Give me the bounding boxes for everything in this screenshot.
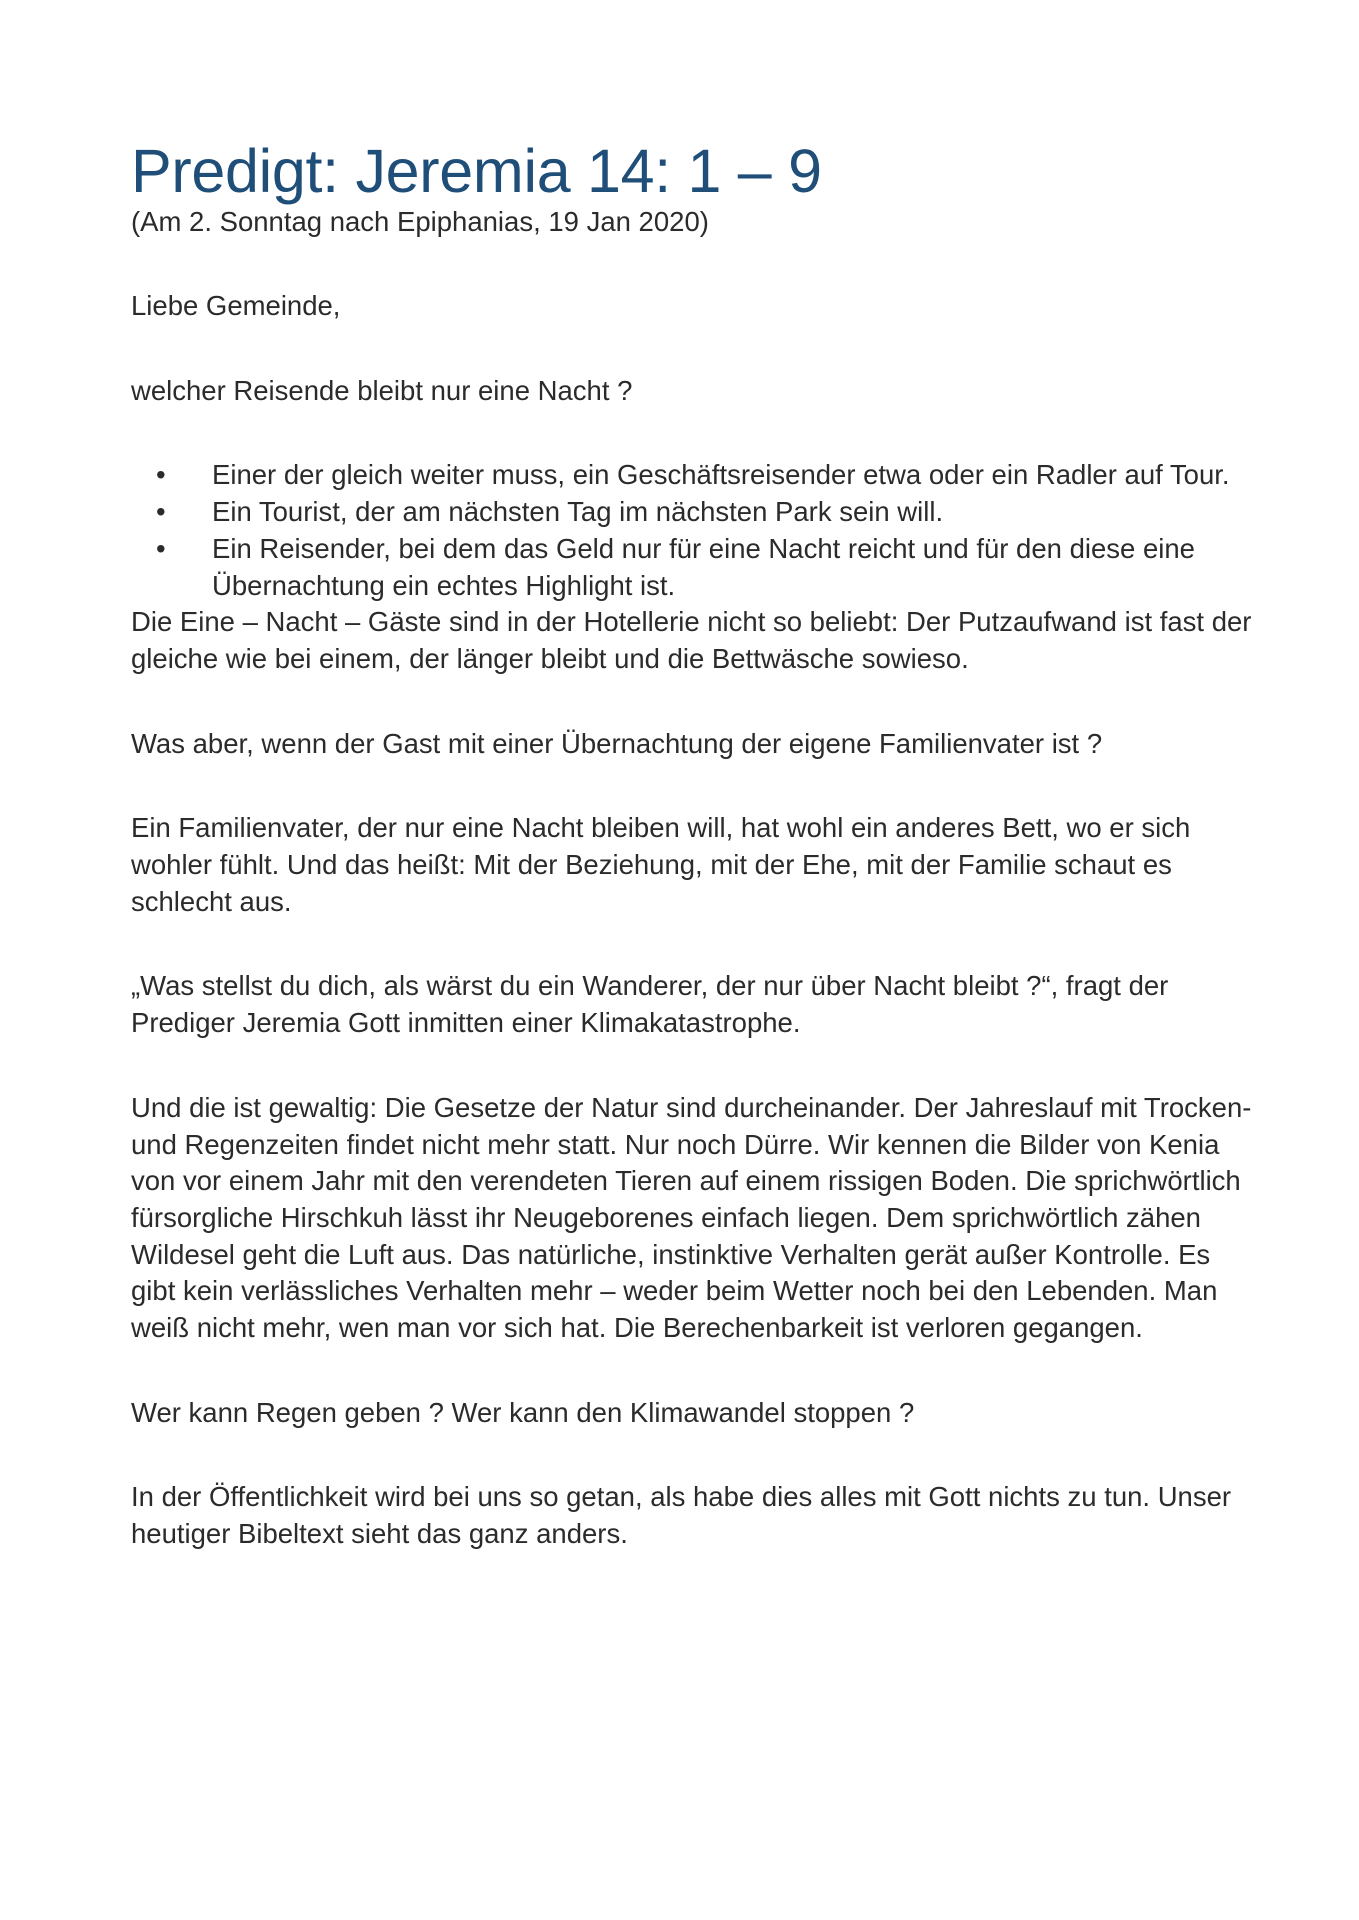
paragraph: In der Öffentlichkeit wird bei uns so getan, als habe dies alles mit Gott nichts zu tun. Unser heutiger Bibeltext sieht das ganz anders. <box>131 1481 1232 1550</box>
greeting: Liebe Gemeinde, <box>131 290 341 321</box>
traveler-list <box>131 457 1259 604</box>
opening-question: welcher Reisende bleibt nur eine Nacht ? <box>131 374 633 406</box>
list-item-text: Einer der gleich weiter muss, ein Geschäftsreisender etwa oder ein Radler auf Tour. <box>212 459 1230 491</box>
list-item-text: Ein Reisender, bei dem das Geld nur für eine Nacht reicht und für den diese eine Übernachtung ein echtes Highlight ist. <box>212 532 1195 601</box>
paragraph: „Was stellst du dich, als wärst du ein Wanderer, der nur über Nacht bleibt ?“, fragt der Prediger Jeremia Gott inmitten einer Klimakatastrophe. <box>131 970 1169 1039</box>
page-title: Predigt: Jeremia 14: 1 – 9 <box>131 137 822 205</box>
paragraph: Ein Familienvater, der nur eine Nacht bleiben will, hat wohl ein anderes Bett, wo er sich wohler fühlt. Und das heißt: Mit der Beziehung, mit der Ehe, mit der Familie schaut es schlecht aus. <box>131 812 1191 917</box>
list-item <box>156 531 1259 604</box>
bullet-icon: • <box>156 496 166 528</box>
page-subtitle: (Am 2. Sonntag nach Epiphanias, 19 Jan 2020) <box>131 206 709 237</box>
paragraph: Was aber, wenn der Gast mit einer Übernachtung der eigene Familienvater ist ? <box>131 727 1103 759</box>
paragraph: Wer kann Regen geben ? Wer kann den Klimawandel stoppen ? <box>131 1396 915 1428</box>
list-item <box>156 494 1259 531</box>
bullet-icon: • <box>156 532 166 564</box>
paragraph: Und die ist gewaltig: Die Gesetze der Natur sind durcheinander. Der Jahreslauf mit Trocken- und Regenzeiten findet nicht mehr statt. Nur noch Dürre. Wir kennen die Bilder von Kenia von vor einem Jahr mit den verendeten Tieren auf einem rissigen Boden. Die sprichwörtlich fürsorgliche Hirschkuh lässt ihr Neugeborenes einfach liegen. Dem sprichwörtlich zähen Wildesel geht die Luft aus. Das natürliche, instinktive Verhalten gerät außer Kontrolle. Es gibt kein verlässliches Verhalten mehr – weder beim Wetter noch bei den Lebenden. Man weiß nicht mehr, wen man vor sich hat. Die Berechenbarkeit ist verloren gegangen. <box>131 1091 1252 1344</box>
list-item-text: Ein Tourist, der am nächsten Tag im nächsten Park sein will. <box>212 496 944 528</box>
paragraph: Die Eine – Nacht – Gäste sind in der Hotellerie nicht so beliebt: Der Putzaufwand ist fast der gleiche wie bei einem, der länger bleibt und die Bettwäsche sowieso. <box>131 606 1252 674</box>
bullet-icon: • <box>156 459 166 491</box>
list-item <box>156 457 1259 494</box>
